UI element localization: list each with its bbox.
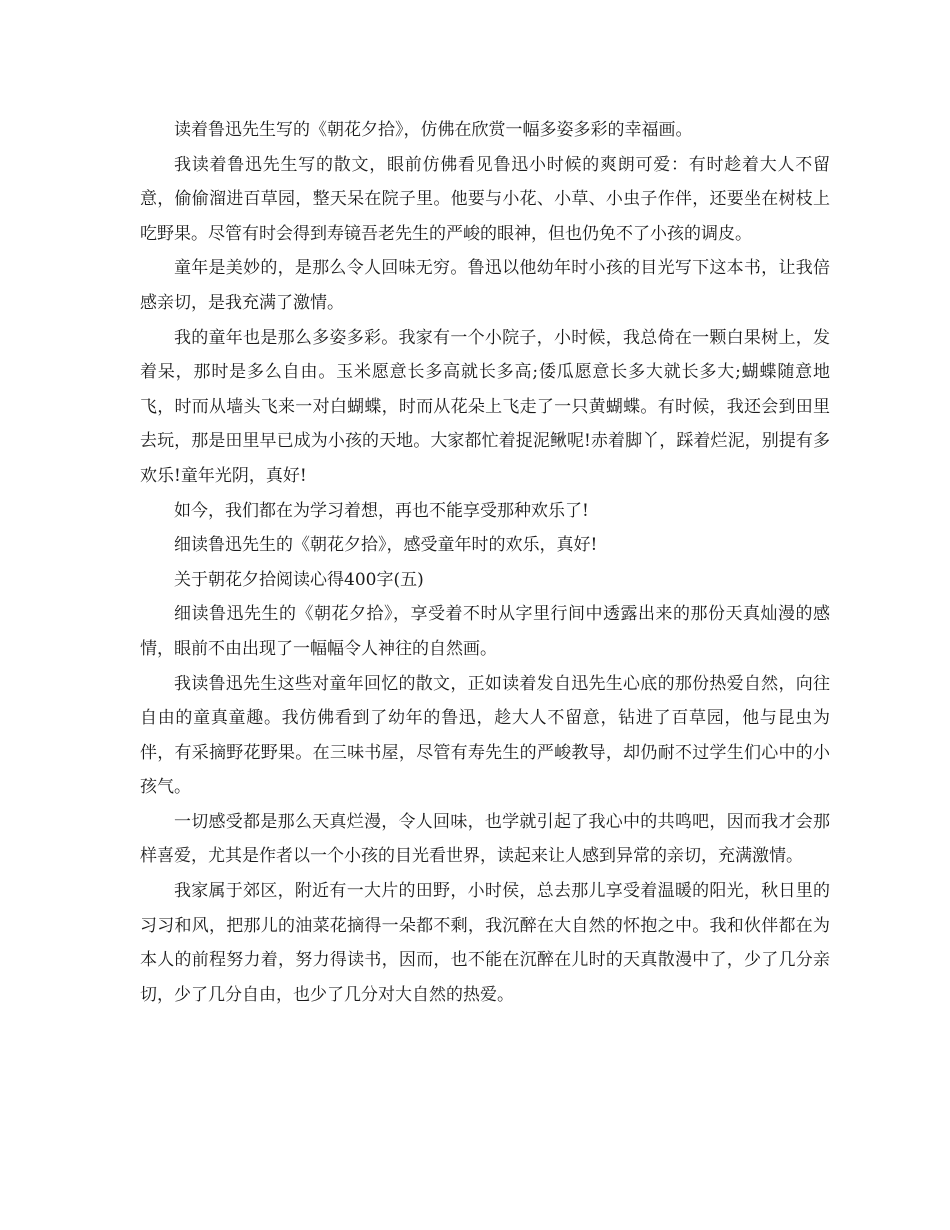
paragraph: 我家属于郊区，附近有一大片的田野，小时侯，总去那儿享受着温暖的阳光，秋日里的习习和风，把那儿的油菜花摘得一朵都不剩，我沉醉在大自然的怀抱之中。我和伙伴都在为本人的前程努力着，努力得读书，因而，也不能在沉醉在儿时的天真散漫中了，少了几分亲切，少了几分自由，也少了几分对大自然的热爱。: [140, 881, 830, 1005]
document-body: [140, 113, 830, 1012]
paragraph: 读着鲁迅先生写的《朝花夕拾》，仿佛在欣赏一幅多姿多彩的幸福画。: [174, 120, 693, 140]
paragraph: 一切感受都是那么天真烂漫，令人回味，也学就引起了我心中的共鸣吧，因而我才会那样喜爱，尤其是作者以一个小孩的目光看世界，读起来让人感到异常的亲切，充满激情。: [140, 811, 830, 867]
paragraph: 如今，我们都在为学习着想，再也不能享受那种欢乐了!: [174, 500, 589, 521]
paragraph: 我的童年也是那么多姿多彩。我家有一个小院子，小时候，我总倚在一颗白果树上，发着呆，那时是多么自由。玉米愿意长多高就长多高;倭瓜愿意长多大就长多大;蝴蝶随意地飞，时而从墙头飞来一对白蝴蝶，时而从花朵上飞走了一只黄蝴蝶。有时候，我还会到田里去玩，那是田里早已成为小孩的天地。大家都忙着捉泥鳅呢!赤着脚丫，踩着烂泥，别提有多欢乐!童年光阴，真好!: [140, 327, 830, 486]
section-heading: 关于朝花夕拾阅读心得400字(五): [174, 569, 424, 590]
paragraph: 我读着鲁迅先生写的散文，眼前仿佛看见鲁迅小时候的爽朗可爱：有时趁着大人不留意，偷偷溜进百草园，整天呆在院子里。他要与小花、小草、小虫子作伴，还要坐在树枝上吃野果。尽管有时会得到寿镜吾老先生的严峻的眼神，但也仍免不了小孩的调皮。: [140, 154, 830, 244]
paragraph: 细读鲁迅先生的《朝花夕拾》，享受着不时从字里行间中透露出来的那份天真灿漫的感情，眼前不由出现了一幅幅令人神往的自然画。: [140, 604, 830, 659]
paragraph: 细读鲁迅先生的《朝花夕拾》，感受童年时的欢乐，真好!: [174, 535, 598, 556]
paragraph: 童年是美妙的，是那么令人回味无穷。鲁迅以他幼年时小孩的目光写下这本书，让我倍感亲切，是我充满了激情。: [140, 258, 830, 313]
paragraph: 我读鲁迅先生这些对童年回忆的散文，正如读着发自迅先生心底的那份热爱自然，向往自由的童真童趣。我仿佛看到了幼年的鲁迅，趁大人不留意，钻进了百草园，他与昆虫为伴，有采摘野花野果。在三味书屋，尽管有寿先生的严峻教导，却仍耐不过学生们心中的小孩气。: [140, 673, 830, 798]
